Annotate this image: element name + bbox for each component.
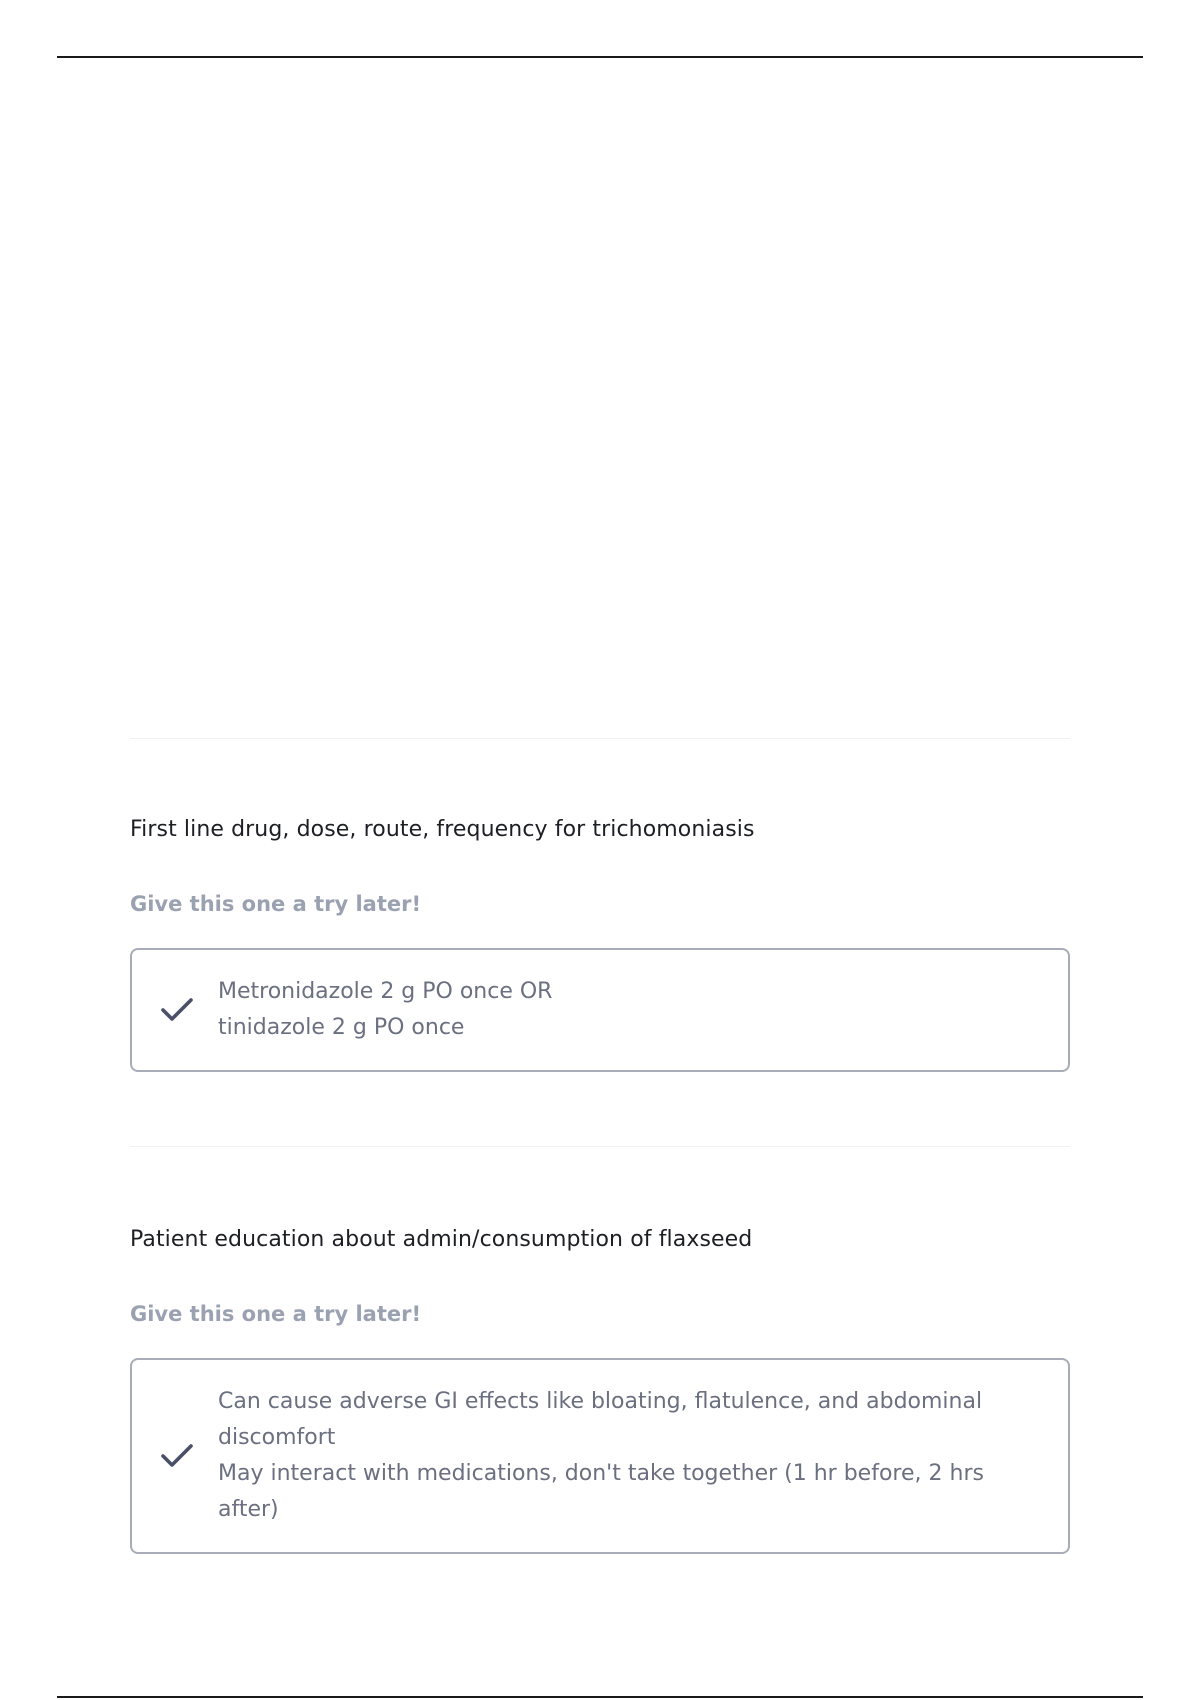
question-text: Patient education about admin/consumption of flaxseed [130,1227,753,1252]
check-icon [160,1442,194,1470]
card-separator [130,1146,1070,1147]
try-later-hint: Give this one a try later! [130,892,422,916]
check-icon [160,996,194,1024]
page-bottom-rule [57,1696,1143,1698]
page-top-rule [57,56,1143,58]
answer-line: May interact with medications, don't take together (1 hr before, 2 hrs after) [218,1461,984,1522]
answer-line: Can cause adverse GI effects like bloating, flatulence, and abdominal [218,1389,983,1414]
question-text: First line drug, dose, route, frequency for trichomoniasis [130,817,755,842]
flashcard-trichomoniasis [130,816,1070,1072]
answer-line: discomfort [218,1425,336,1450]
flashcard-flaxseed [130,1226,1070,1554]
answer-box[interactable] [130,948,1070,1072]
card-separator [130,738,1070,739]
answer-text [218,1384,1032,1528]
answer-line: tinidazole 2 g PO once [218,1015,465,1040]
try-later-hint: Give this one a try later! [130,1302,422,1326]
answer-line: Metronidazole 2 g PO once OR [218,979,553,1004]
answer-text [218,974,552,1046]
answer-box[interactable] [130,1358,1070,1554]
